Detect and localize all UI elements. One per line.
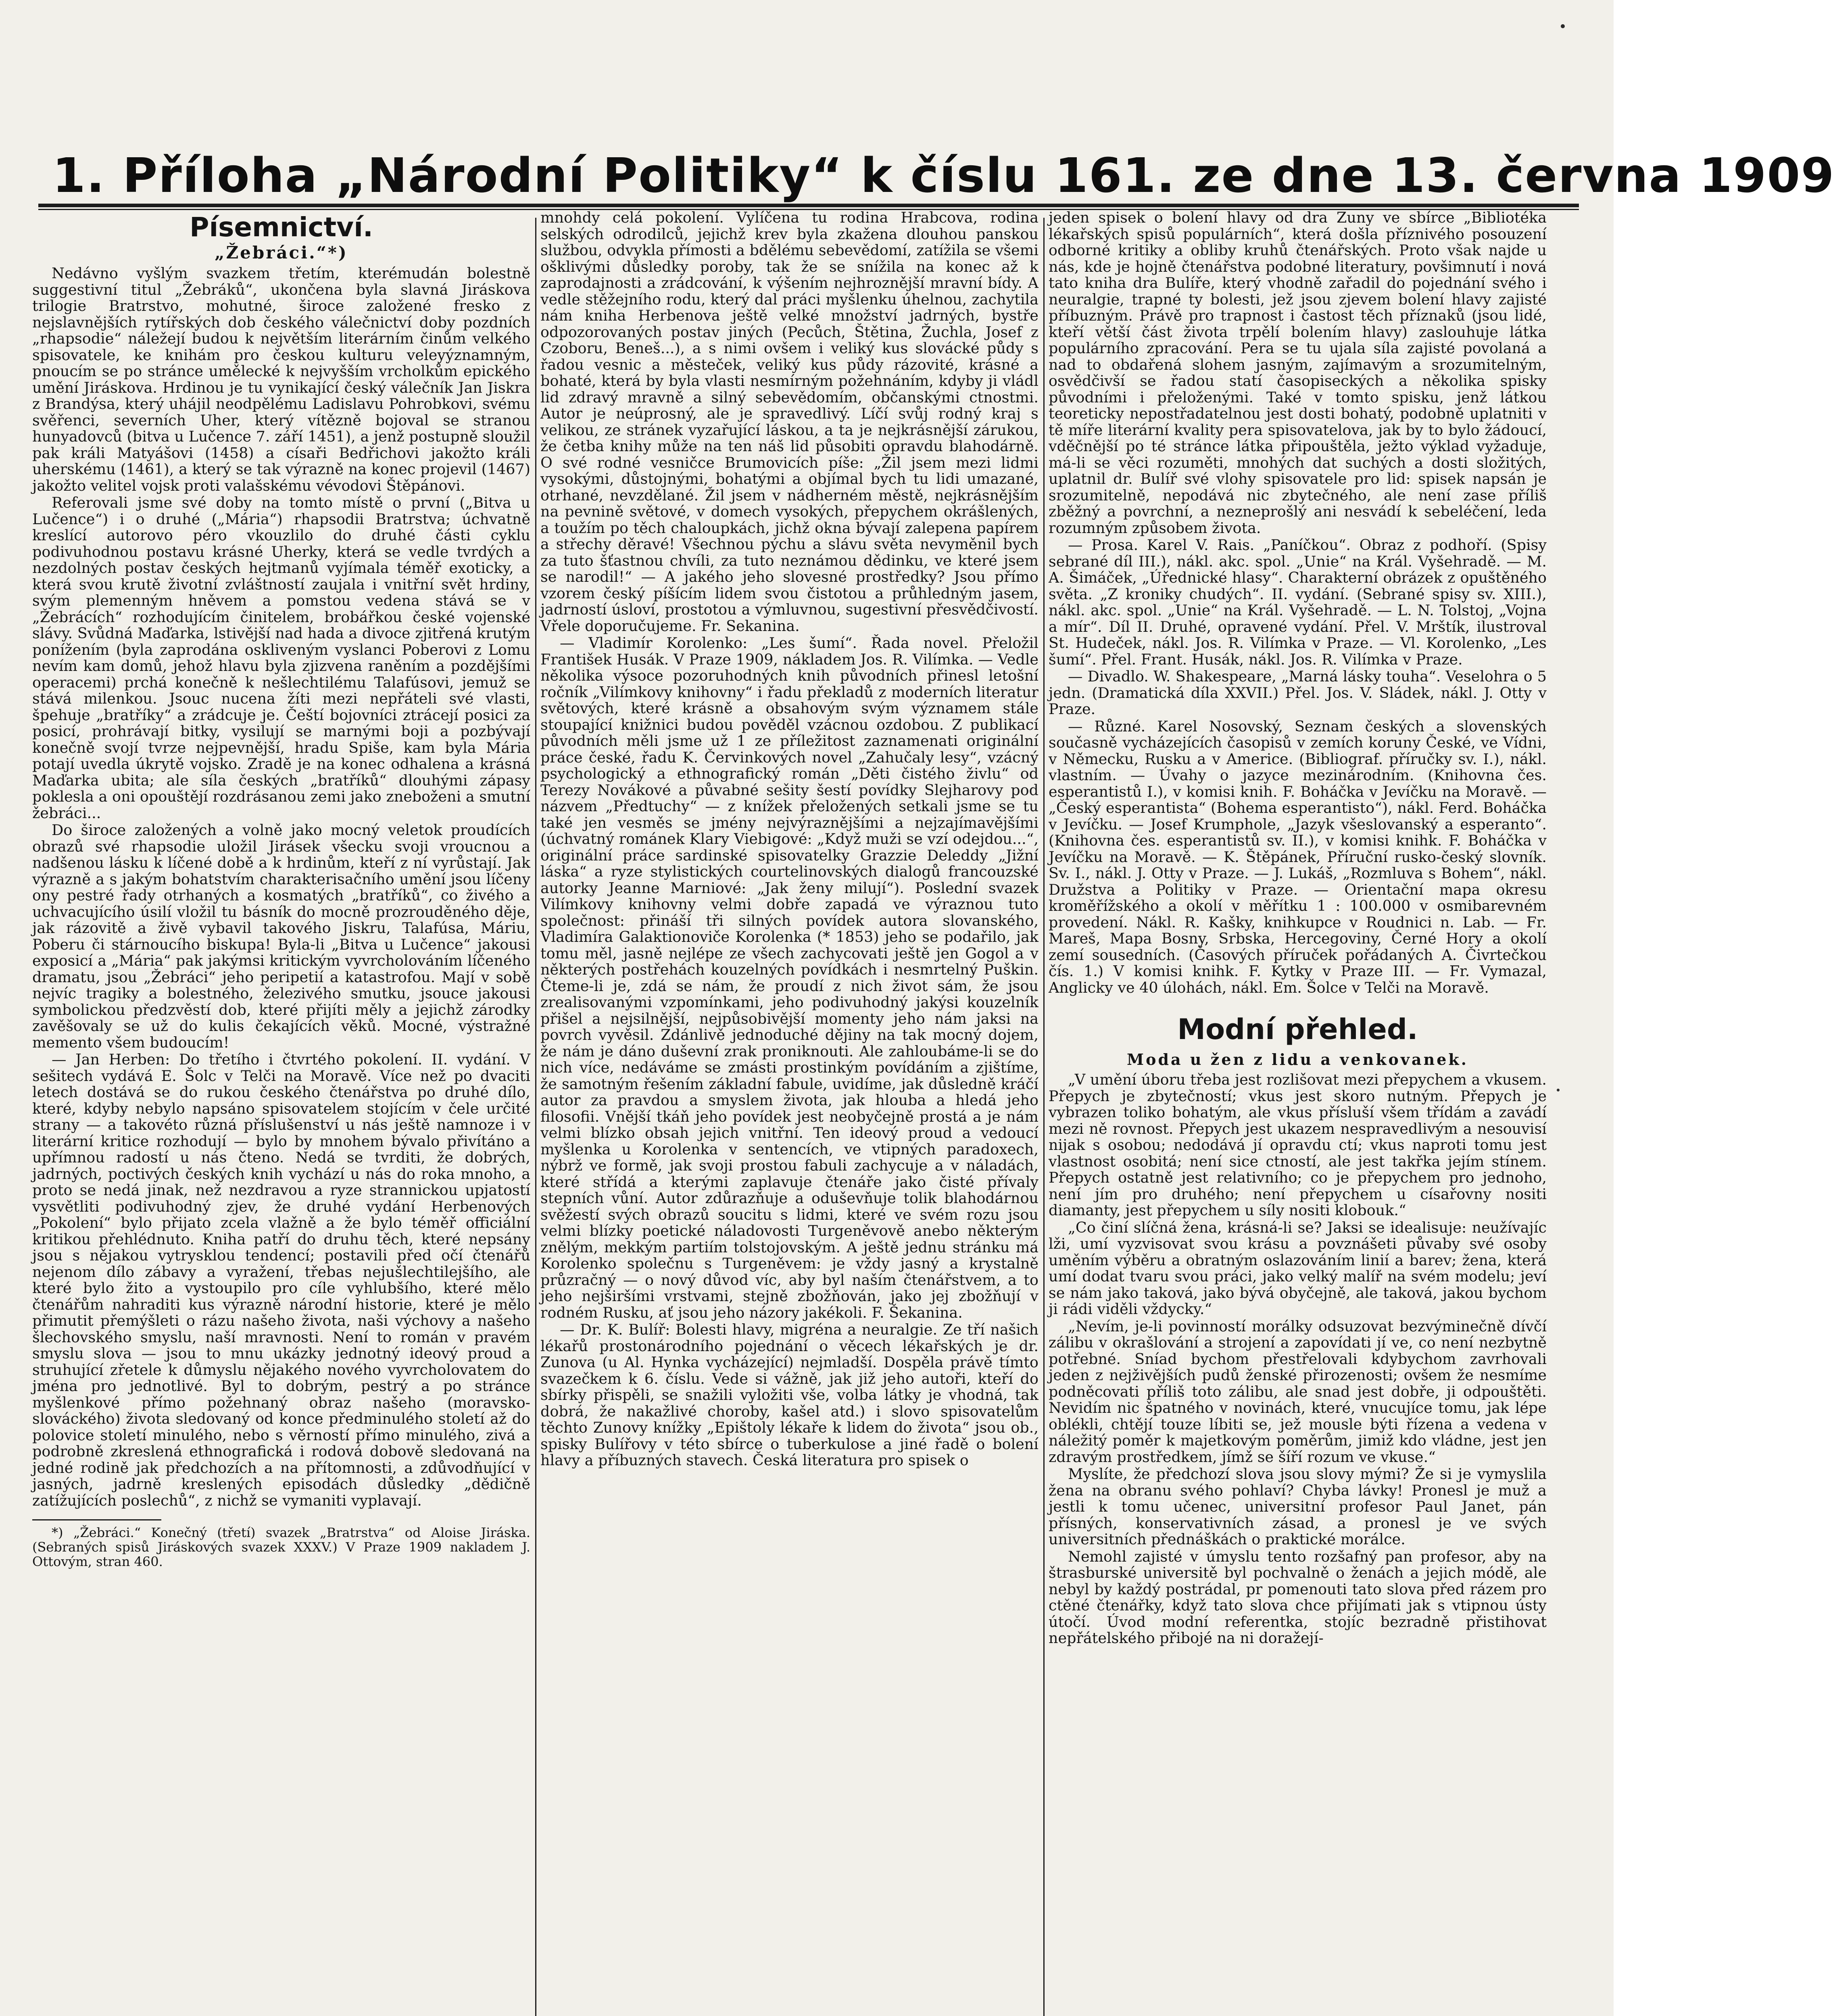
scan-speck <box>1557 1089 1560 1091</box>
paragraph: mnohdy celá pokolení. Vylíčena tu rodina Hrabcova, rodina selských odrodilců, jejichž krev byla zkažena dlouhou panskou službou, odvykla přímosti a bdělému sebevědomí, zatížila se všemi ošklivými důsledky poroby, tak že se snížila na konec až k zaprodajnosti a zrádcování, k výšením nejhroznější mravní bídy. A vedle stěžejního rodu, který dal práci myšlenku úhelnou, zachytila nám kniha Herbenova ještě velké množství jadrných, bystře odpozorovaných postav jiných (Pecůch, Štětina, Žuchla, Josef z Czoboru, Beneš...), a s nimi ovšem i veliký kus slovácké půdy s řadou vesnic a městeček, veliký kus půdy rázovité, krásné a bohaté, která by byla vlasti nesmírným požehnáním, kdyby ji vládl lid zdravý mravně a silný sebevědomím, občanskými ctnostmi. Autor je neúprosný, ale je spravedlivý. Líčí svůj rodný kraj s velikou, ze stránek vyzařující láskou, a ta je nejkrásnější zárukou, že četba knihy může na ten náš lid působiti opravdu blahodárně. O své rodné vesničce Brumovicích píše: „Žil jsem mezi lidmi vysokými, důstojnými, bohatými a objímal bych tu lidi umazané, otrhané, nevzdělané. Žil jsem v nádherném městě, nejkrásnějším na pevnině světové, v domech vysokých, přepychem okrášlených, a toužím po těch chaloupkách, jichž okna bývají zalepena papírem a střechy děravé! Všechnou pýchu a slávu světa nevyměnil bych za tuto šťastnou chvíli, za tuto neznámou dědinku, ve které jsem se narodil!“ — A jakého jeho slovesné prostředky? Jsou přímo vzorem český píšícím lidem svou čistotou a průhledným jasem, jadrností úsloví, prostotou a výmluvnou, sugestivní přesvědčivostí. Vřele doporučujeme. Fr. Sekanina. <box>540 209 1038 635</box>
section-title-modni-prehled: Modní přehled. <box>1177 1013 1418 1046</box>
column-left <box>32 210 530 2016</box>
footnote <box>32 1519 530 1569</box>
paragraph: — Divadlo. W. Shakespeare, „Marná lásky touha“. Veselohra o 5 jedn. (Dramatická díla XXVII.) Přel. Jos. V. Sládek, nákl. J. Otty v Praze. <box>1049 668 1547 718</box>
paragraph: Myslíte, že předchozí slova jsou slovy mými? Že si je vymyslila žena na obranu svého pohlaví? Chyba lávky! Pronesl je muž a jestli k tomu učenec, universitní profesor Paul Janet, pán přísných, konservativních zásad, a pronesl je ve svých universitních přednáškách o praktické morálce. <box>1049 1465 1547 1548</box>
paragraph: Do široce založených a volně jako mocný veletok proudících obrazů své rhapsodie uložil Jirásek všecku svoji vroucnou a nadšenou lásku k líčené době a k hrdinům, kteří z ní vyrůstají. Jak výrazně a s jakým bohatstvím charakterisačního umění jsou líčeny ony pestré řady otrhaných a kosmatých „bratříků“, co živého a uchvacujícího úsilí vložil tu básník do mocně prozrouděného děje, jak rázovitě a živě vybavil takového Jiskru, Talafúsa, Máriu, Poberu či stárnoucího biskupa! Byla-li „Bitva u Lučence“ jakousi exposicí a „Mária“ pak jakýmsi kritickým vyvrcholováním líčeného dramatu, jsou „Žebráci“ jeho peripetií a katastrofou. Mají v sobě nejvíc tragiky a bolestného, železivého smutku, jsouce jakousi symbolickou předzvěstí dob, které přijíti měly a jejichž zárodky zavěšovaly se už do kulis čekajících věků. Mocné, výstražné memento všem budoucím! <box>32 821 530 1051</box>
paragraph: Nemohl zajisté v úmyslu tento rozšafný pan profesor, aby na štrasburské universitě byl pochvalně o ženách a jejich módě, ale nebyl by každý postrádal, pr pomenouti tato slova před rázem pro ctěné čtenářky, když tato slova chce přijímati jak s vtipnou ústy útočí. Úvod modní referentka, stojíc bezradně přistihovat nepřátelského přibojé na ni doražejí- <box>1049 1547 1547 1647</box>
paragraph: — Dr. K. Bulíř: Bolesti hlavy, migréna a neuralgie. Ze tří našich lékařů prostonárodního pojednání o věcech lékařských je dr. Zunova (u Al. Hynka vycházející) nejmladší. Dospěla právě tímto svazečkem k 6. číslu. Vede si vážně, jak již jeho autoři, kteří do sbírky přispěli, se snažili vyložiti vše, volba látky je vhodná, tak dobrá, že nakažlivé choroby, kašel atd.) i slovo spisovatelům těchto Zunovy knížky „Epištoly lékaře k lidem do života“ jsou ob., spisky Bulířovy v této sbírce o tuberkulose a jiné řadě o bolení hlavy a příbuzných stavech. Česká literatura pro spisek o <box>540 1321 1038 1469</box>
column-divider-2 <box>1043 218 1045 2016</box>
paragraph: — Vladimír Korolenko: „Les šumí“. Řada novel. Přeložil František Husák. V Praze 1909, nákladem Jos. R. Vilímka. — Vedle několika výsoce pozoruhodných knih původních přinesl letošní ročník „Vilímkovy knihovny“ i řadu překladů z moderních literatur světových, které krásně a obsahovým svým významem stále stoupající knižnici budou pověděl vzácnou ozdobou. Z publikací původních měli jsme už 1 ze příležitost zaznamenati originální práce české, řadu K. Červinkových novel „Zahučaly lesy“, vzácný psychologický a ethnografický román „Děti čistého živlu“ od Terezy Novákové a půvabné sešity šestí povídky Slejharovy pod názvem „Předtuchy“ — z knížek přeložených setkali jsme se tu také jen vesměs se jmény nejvýraznějšími a nejzajímavějšími (úchvatný románek Klary Viebigové: „Když muži se vzí odejdou...“, originální práce sardinské spisovatelky Grazzie Deleddy „Jižní láska“ a ryze stylistických courtelinovských dialogů francouzské autorky Jeanne Marniové: „Jak ženy milují“). Poslední svazek Vilímkovy knihovny velmi dobře zapadá ve výraznou tuto společnost: přináší tři silných povídek autora slovanského, Vladimíra Galaktionoviče Korolenka (* 1853) jeho se podařilo, jak tomu měl, jasně nejlépe ze všech zachycovati ještě jen Gogol a v některých postřehách kouzelných povídkách i nesmrtelný Puškin. Čteme-li je, zdá se nám, že proudí z nich život sám, že jsou zrealisovanými vzpomínkami, jeho podivuhodný jakýsi kouzelník přišel a nejsilnější, nejpůsobivější momenty jeho nám jaksi na povrch vyvěsil. Zdánlivě jednoduché dějiny na tak mocný dojem, že nám je dáno duševní zrak proniknouti. Ale zahloubáme-li se do nich více, nedáváme se zmásti prostinkým povídáním a zjištíme, že samotným řešením základní fabule, uvidíme, jak důsledně kráčí autor za pravdou a smyslem života, jak hlouba a hledá jeho filosofii. Vnější tkáň jeho povídek jest neobyčejně prostá a je nám velmi blízko obsah jejich vnitřní. Ten ideový proud a vedoucí myšlenka u Korolenka v sentencích, ve vtipných paradoxech, nýbrž ve formě, jak svoji prostou fabuli zachycuje a v náladách, které střídá a kterými zaplavuje čtenáře jako čisté přívaly stepních vůní. Autor zdůrazňuje a oduševňuje tolik blahodárnou svěžestí svých obrazů soucitu s lidmi, které ve svém rozu jsou velmi blízky poetické náladovosti Turgeněvově anebo některým znělým, mekkým partiím tolstojovským. A ještě jednu stránku má Korolenko společnu s Turgeněvem: je vždy jasný a krystalně průzračný — o nový důvod víc, aby byl naším čtenářstvem, a to jeho nejširšími vrstvami, stejně zbožňován, jako jej zbožňují v rodném Rusku, ať jsou jeho názory jakékoli. F. Šekanina. <box>540 634 1038 1321</box>
column-right <box>1049 210 1547 2016</box>
article-title-zebraci: „Žebráci.“*) <box>215 243 348 262</box>
paragraph: Nedávno vyšlým svazkem třetím, kterémudán bolestně suggestivní titul „Žebráků“, ukončena byla slavná Jiráskova trilogie Bratrstvo, mohutné, široce založené fresko z nejslavnějších rytířských dob českého válečnictví doby pozdních „rhapsodie“ náležejí budou k největším literárním činům velkého spisovatele, ke knihám pro českou kulturu veleyýznamným, pnoucím se po stránce umělecké k nejvyšším vrcholkům epického umění Jiráskova. Hrdinou je tu vynikající český válečník Jan Jiskra z Brandýsa, který uhájil neodpělému Ladislavu Pohrobkovi, svému svěřenci, severních Uher, který vítězně bojoval se stranou hunyadovců (bitva u Lučence 7. září 1451), a jenž postupně sloužil pak králi Matyášovi (1458) a císaři Bedřichovi jakožto králi uherskému (1461), a který se tak výrazně na konec projevil (1467) jakožto velitel vojsk proti valašskému vévodovi Štěpánovi. <box>32 264 530 494</box>
paragraph: — Prosa. Karel V. Rais. „Paníčkou“. Obraz z podhoří. (Spisy sebrané díl III.), nákl. akc. spol. „Unie“ na Král. Vyšehradě. — M. A. Šimáček, „Úřednické hlasy“. Charakterní obrázek z opuštěného světa. „Z kroniky chudých“. II. vydání. (Sebrané spisy sv. XIII.), nákl. akc. spol. „Unie“ na Král. Vyšehradě. — L. N. Tolstoj, „Vojna a mír“. Díl II. Druhé, opravené vydání. Přel. V. Mrštík, ilustroval St. Hudeček, nákl. Jos. R. Vilímka v Praze. — Vl. Korolenko, „Les šumí“. Přel. Frant. Husák, nákl. Jos. R. Vilímka v Praze. <box>1049 536 1547 668</box>
paragraph: — Různé. Karel Nosovský, Seznam českých a slovenských současně vycházejících časopisů v zemích koruny České, ve Vídni, v Německu, Rusku a v Americe. (Bibliograf. příručky sv. I.), nákl. vlastním. — Úvahy o jazyce mezinárodním. (Knihovna čes. esperantistů I.), v komisi knih. F. Boháčka v Jevíčku na Moravě. — „Český esperantista“ (Bohema esperantisto“), nákl. Ferd. Boháčka v Jevíčku. — Josef Krumphole, „Jazyk všeslovanský a esperanto“. (Knihovna čes. esperantistů sv. II.), v komisi knihk. F. Boháčka v Jevíčku na Moravě. — K. Štěpánek, Příruční rusko-český slovník. Sv. I., nákl. J. Otty v Praze. — J. Lukáš, „Rozmluva s Bohem“, nákl. Družstva a Politiky v Praze. — Orientační mapa okresu kroměřížského a okolí v měřítku 1 : 100.000 v osmibarevném provedení. Nákl. R. Kašky, knihkupce v Roudnici n. Lab. — Fr. Mareš, Mapa Bosny, Srbska, Hercegoviny, Černé Hory a okolí zemí sousedních. (Časových příruček pořádaných A. Čivrtečkou čís. 1.) V komisi knihk. F. Kytky v Praze III. — Fr. Vymazal, Anglicky ve 40 úlohách, nákl. Em. Šolce v Telči na Moravě. <box>1049 717 1547 996</box>
masthead: 1. Příloha „Národní Politiky“ k číslu 161. ze dne 13. června 1909 <box>52 148 1835 203</box>
paragraph: „Co činí slíčná žena, krásná-li se? Jaksi se idealisuje: neužívajíc lži, umí vyzvisovat svou krásu a povznášeti půvaby své osoby uměním výběru a obratným oslazováním linií a barev; žena, která umí dodat tvaru svou práci, jako velký malíř na svém modelu; jeví se nám jako taková, jako bývá obyčejně, ale taková, jakou bychom ji rádi viděli vždycky.“ <box>1049 1218 1547 1318</box>
footnote-rule <box>32 1519 161 1520</box>
column-middle <box>540 210 1038 2016</box>
paragraph: „Nevím, je-li povinností morálky odsuzovat bezvýminečně dívčí zálibu v okrašlování a strojení a zapovídati jí ve, co není nezbytně potřebné. Sníad bychom přestřelovali kdybychom zavrhovali jeden z nejživějších pudů ženské přirozenosti; ovšem že nesmíme podněcovati příliš toto zálibu, ale snad jest dobře, ji odpouštěti. Nevidím nic špatného v novinách, které, vnucujíce tomu, jak lépe oblékli, chtějí touze líbiti se, jež mousle býti řízena a vedena v náležitý poměr k majetkovým poměrům, jimiž kdo vládne, jest jen zdravým prostředkem, jímž se šíří rozum ve vkuse.“ <box>1049 1317 1547 1466</box>
footnote-text: *) „Žebráci.“ Konečný (třetí) svazek „Bratrstva“ od Aloise Jiráska. (Sebraných spisů Jiráskových svazek XXXV.) V Praze 1909 nakladem J. Ottovým, stran 460. <box>32 1525 530 1569</box>
section-subtitle-moda: Moda u žen z lidu a venkovanek. <box>1127 1050 1468 1068</box>
paragraph: — Jan Herben: Do třetího i čtvrtého pokolení. II. vydání. V sešitech vydává E. Šolc v Telči na Moravě. Více než po dvaciti letech dostává se do rukou českého čtenářstva po druhé dílo, které, kdyby nebylo napsáno spisovatelem stojícím v čele určité strany — a takovéto různá příslušenství u nás ještě namnoze i v literární kritice rozhodují — bylo by mnohem bývalo přivítáno a upřímnou radostí u nás čteno. Nedá se tvrditi, že dobrých, jadrných, poctivých českých knih vychází u nás do roka mnoho, a proto se nedá jinak, než nezdravou a ryze strannickou upjatostí vysvětliti podivuhodný zjev, že druhé vydání Herbenových „Pokolení“ bylo přijato zcela vlažně a že bylo téměř officiální kritikou přehlédnuto. Kniha patří do druhu těch, které nepsány jsou s nějakou vytrysklou tendencí; postavili před očí čtenářů nejenom dílo zábavy a vyražení, třebas nejušlechtilejšího, ale které bylo žito a vystoupilo pro cíle vyhlubšího, které mělo čtenářům nahraditi kus výrazně národní historie, které je mělo přimutit přemýšleti o rázu našeho života, naši výchovy a našeho šlechovského smyslu, naší mravnosti. Není to román v pravém smyslu slova — jsou to mnu ukázky jednotný ideový proud a struhující zřetele k důmyslu nějakého nového vyvrcholovatem do jména pro jednotlivé. Byl to dobrým, pestrý a po stránce myšlenkové přímo požehnaný obraz našeho (moravsko-slováckého) života sledovaný od konce předminulého století až do polovice století minulého, nebo s věrností přímo minulého, zivá a podrobně zkreslená ethnografická i rodová dobově sledovaná na jedné rodině jak předchozích a na přítomnosti, a zdůvodňující v jasných, jadrně kreslených episodách důsledky „dědičně zatížujících poslechů“, z nichž se vymaniti vyplavají. <box>32 1051 530 1509</box>
paragraph: Referovali jsme své doby na tomto místě o první („Bitva u Lučence“) i o druhé („Mária“) rhapsodii Bratrstva; úchvatně kreslící autorovo péro vkouzlilo do druhé části cyklu podivuhodnou postavu krásné Uherky, která se vedle tvrdých a nezdolných postav českých hejtmanů vyjímala téměř exoticky, a která svou krutě životní zvláštností zaujala i vnitřní svět hrdiny, svým plemenným hněvem a pomstou vedena stává se v „Žebrácích“ rozhodujícím činitelem, brobářkou české vojenské slávy. Svůdná Maďarka, lstivější nad hada a divoce zjitřená krutým ponížením (byla zaprodána oskliveným vyslanci Poberovi z Lomu nevím kam domů, jehož hlavu byla zjizvena raněním a pozdějšími operacemi) prchá konečně k nešlechtilému Talafúsovi, jemuž se stává milenkou. Jsouc nucena žíti mezi nepřáteli své vlasti, špehuje „bratříky“ a zrádcuje je. Čeští bojovníci ztrácejí posici za posicí, prohrávají bitky, vysilují se marnými boji a pozbývají konečně svojí tvrze nejpevnější, hradu Spiše, kam byla Mária potají uvedla úkrytě vojsko. Zradě je na konec odhalena a krásná Maďarka ubita; ale síla českých „bratříků“ dlouhými zápasy poklesla a oni opouštějí rozdrásanou zemi jako zneboženi a smutní žebráci... <box>32 494 530 822</box>
paragraph: jeden spisek o bolení hlavy od dra Zuny ve sbírce „Bibliotéka lékařských spisů populárních“, která došla příznivého posouzení odborné kritiky a obliby kruhů čtenářských. Proto však najde u nás, kde je hojně čtenářstva podobné literatury, povšimnutí i nová tato kniha dra Bulíře, který vhodně zařadil do pojednání svého i neuralgie, trapné ty bolesti, jež jsou zjevem bolení hlavy zajisté příbuzným. Právě pro trapnost i častost těch příznaků (jsou lidé, kteří větší část života trpělí bolením hlavy) zaslouhuje látka populárního zpracování. Pera se tu ujala síla zajisté povolaná a nad to obdařená slohem jasným, zajímavým a srozumitelným, osvědčivší se řadou statí časopiseckých a několika spisky původními i přeloženými. Také v tomto spisku, jenž látkou teoreticky nepostřadatelnou jest dosti bohatý, podobně uplatniti v tě míře literární kvality pera spisovatelova, jak by to bylo žádoucí, vděčnější po té stránce látka připouštěla, ježto výklad vyžaduje, má-li se věci rozuměti, mnohých dat suchých a dosti složitých, uplatnil dr. Bulíř své vlohy spisovatele pro lid: spisek napsán je srozumitelně, nepodává nic zbytečného, ale není zase příliš zběžný a povrchní, a nezneprošlý ani nesvádí k sebeléčení, leda rozumným způsobem života. <box>1049 209 1547 537</box>
paragraph: „V umění úboru třeba jest rozlišovat mezi přepychem a vkusem. Přepych je zbytečností; vkus jest skoro nutným. Přepych je vybrazen toliko bohatým, ale vkus přísluší všem třídám a zavádí mezi ně rovnost. Přepych jest ukazem nespravedlivým a nesouvisí nijak s osobou; nedodává jí opravdu ctí; vkus naproti tomu jest vlastnost osobitá; není sice ctností, ale jest takřka jejím stínem. Přepych ostatně jest relativního; co je přepychem pro jednoho, není jím pro druhého; není přepychem u císařovny nositi diamanty, jest přepychem u síly nositi klobouk.“ <box>1049 1071 1547 1219</box>
masthead-rule <box>38 204 1579 207</box>
section-title-pisemnictvi: Písemnictví. <box>190 212 373 243</box>
column-divider-1 <box>535 218 536 2016</box>
scan-speck <box>1561 24 1565 28</box>
